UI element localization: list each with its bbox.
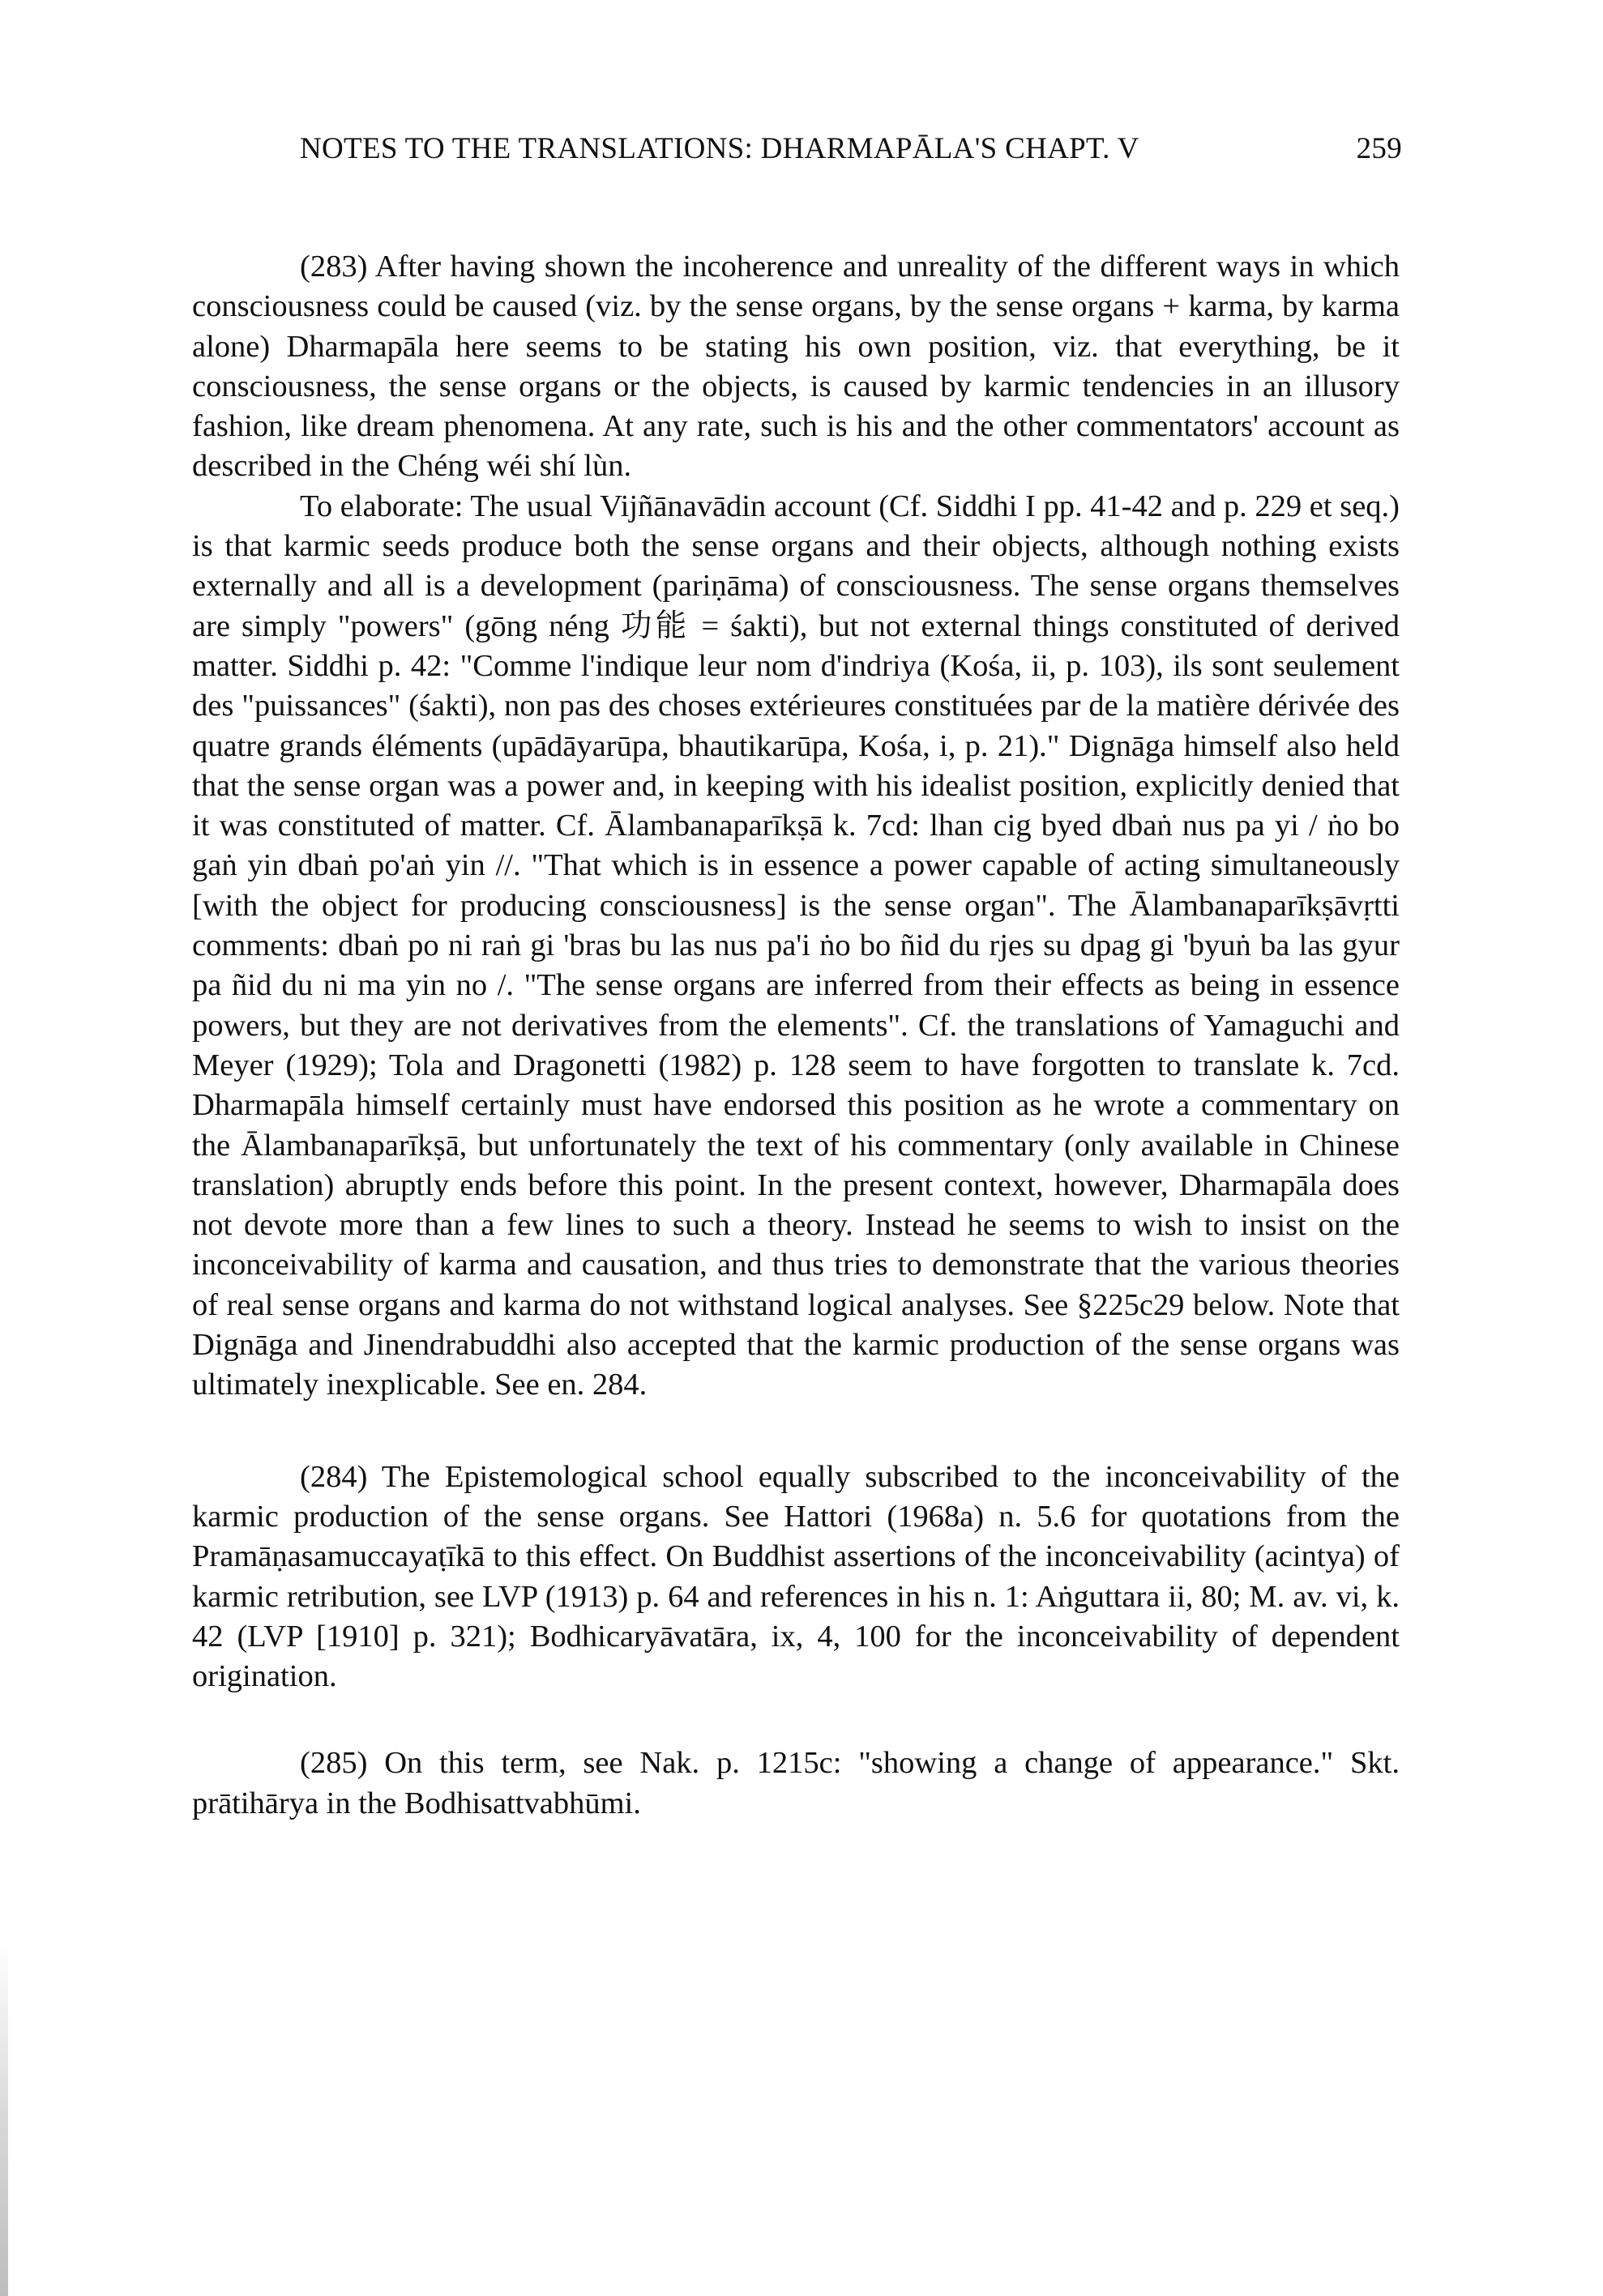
running-title: NOTES TO THE TRANSLATIONS: DHARMAPĀLA'S CHAPT. V [300,132,1139,165]
scan-edge-shadow [0,1944,8,2296]
note-284: (284) The Epistemological school equally subscribed to the inconceivability of the karmic production of the sense organs. See Hattori (1968a) n. 5.6 for quotations from the Pramāṇasamuccayaṭīkā to this effect. On Buddhist assertions of the inconceivability (acintya) of karmic retribution, see LVP (1913) p. 64 and references in his n. 1: Aṅguttara ii, 80; M. av. vi, k. 42 (LVP [1910] p. 321); Bodhicaryāvatāra, ix, 4, 100 for the inconceivability of dependent origination. [192,1459,1400,1694]
note-283: (283) After having shown the incoherence and unreality of the different ways in which consciousness could be caused (viz. by the sense organs, by the sense organs + karma, by karma alone) Dharmapāla here seems to be stating his own position, viz. that everything, be it consciousness, the sense organs or the objects, is caused by karmic tendencies in an illusory fashion, like dream phenomena. At any rate, such is his and the other commentators' account as described in the Chéng wéi shí lùn. [192,250,1400,484]
note-283-continued: To elaborate: The usual Vijñānavādin account (Cf. Siddhi I pp. 41-42 and p. 229 et seq.) is that karmic seeds produce both the sense organs and their objects, although nothing exists externally and all is a development (pariṇāma) of consciousness. The sense organs themselves are simply "powers" (gōng néng 功能 = śakti), but not external things constituted of derived matter. Siddhi p. 42: "Comme l'indique leur nom d'indriya (Kośa, ii, p. 103), ils sont seulement des "puissances" (śakti), non pas des choses extérieures constituées par de la matière dérivée des quatre grands éléments (upādāyarūpa, bhautikarūpa, Kośa, i, p. 21)." Dignāga himself also held that the sense organ was a power and, in keeping with his idealist position, explicitly denied that it was constituted of matter. Cf. Ālambanaparīkṣā k. 7cd: lhan cig byed dbaṅ nus pa yi / ṅo bo gaṅ yin dbaṅ po'aṅ yin //. "That which is in essence a power capable of acting simultaneously [with the object for producing consciousness] is the sense organ". The Ālambanaparīkṣāvṛtti comments: dbaṅ po ni raṅ gi 'bras bu las nus pa'i ṅo bo ñid du rjes su dpag gi 'byuṅ ba las gyur pa ñid du ni ma yin no /. "The sense organs are inferred from their effects as being in essence powers, but they are not derivatives from the elements". Cf. the translations of Yamaguchi and Meyer (1929); Tola and Dragonetti (1982) p. 128 seem to have forgotten to translate k. 7cd. Dharmapāla himself certainly must have endorsed this position as he wrote a commentary on the Ālambanaparīkṣā, but unfortunately the text of his commentary (only available in Chinese translation) abruptly ends before this point. In the present context, however, Dharmapāla does not devote more than a few lines to such a theory. Instead he seems to wish to insist on the inconceivability of karma and causation, and thus tries to demonstrate that the various theories of real sense organs and karma do not withstand logical analyses. See §225c29 below. Note that Dignāga and Jinendrabuddhi also accepted that the karmic production of the sense organs was ultimately inexplicable. See en. 284. [192,489,1400,1402]
notes-body [192,247,1400,1824]
note-285: (285) On this term, see Nak. p. 1215c: "showing a change of appearance." Skt. prātihārya in the Bodhisattvabhūmi. [192,1746,1400,1820]
page-number: 259 [1356,132,1402,165]
running-header [300,131,1402,166]
